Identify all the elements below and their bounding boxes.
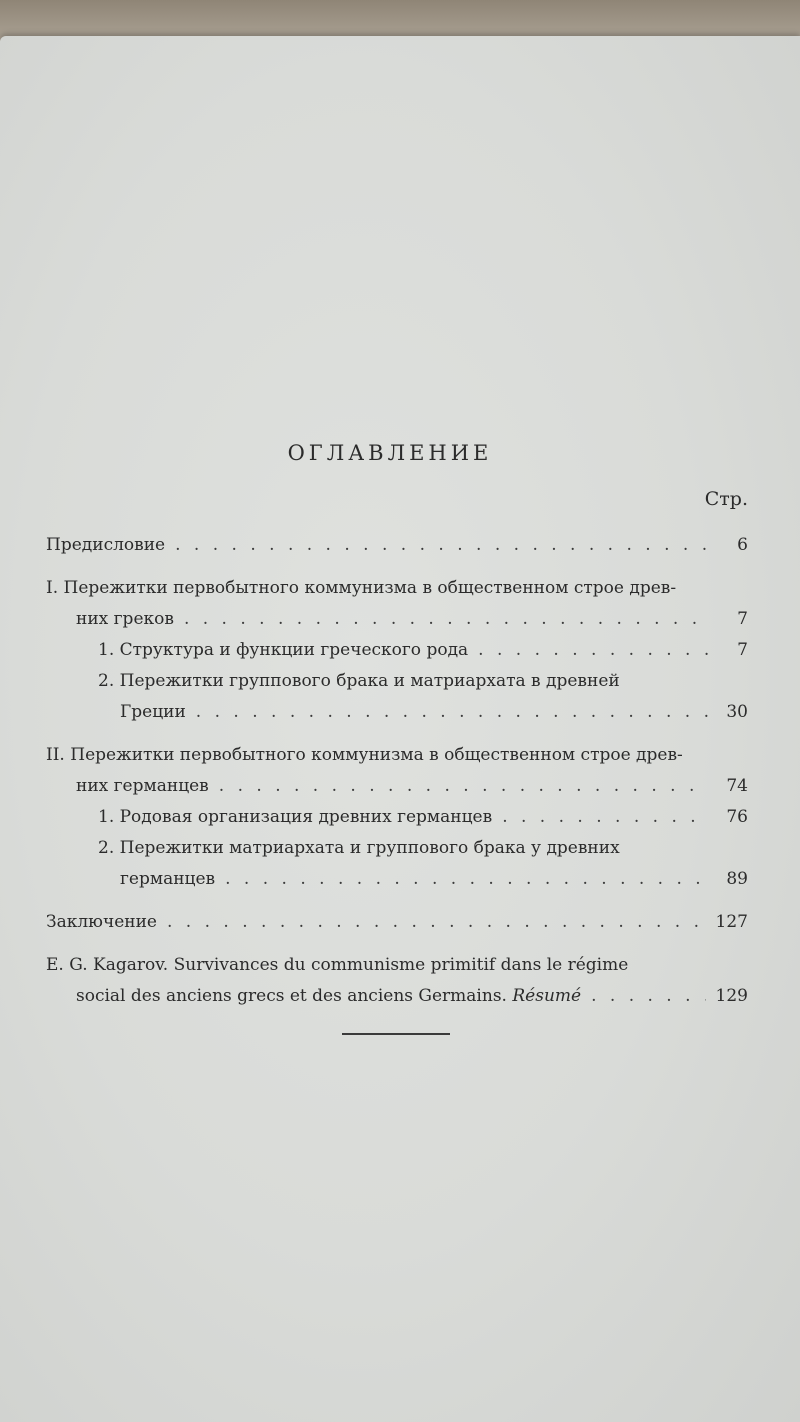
toc-entry-preface	[46, 530, 748, 561]
dot-leader	[225, 864, 708, 895]
toc-entry-title: 2. Пережитки матриархата и группового брака у древних	[98, 838, 620, 858]
toc-entry-title: 1. Родовая организация древних германцев	[98, 807, 493, 827]
table-of-contents	[46, 530, 748, 1012]
toc-entry-chapter1-line1	[46, 573, 748, 604]
toc-entry-title: E. G. Kagarov. Survivances du communisme primitif dans le régime	[46, 955, 629, 975]
toc-entry-title-cont: них германцев	[76, 776, 209, 796]
toc-entry-ch2-sec2-line1	[98, 833, 748, 864]
toc-entry-page: 7	[737, 640, 748, 660]
toc-entry-summary-line1	[46, 950, 748, 981]
toc-entry-title: 1. Структура и функции греческого рода	[98, 640, 469, 660]
page-title: ОГЛАВЛЕНИЕ	[287, 441, 493, 465]
toc-entry-chapter1-line2	[76, 604, 748, 635]
toc-entry-title-cont: social des anciens grecs et des anciens Germains.	[76, 986, 507, 1006]
toc-entry-title-cont: Греции	[120, 702, 186, 722]
dot-leader	[196, 697, 708, 728]
toc-entry-page: 7	[737, 609, 748, 629]
dot-leader	[175, 530, 708, 561]
toc-entry-title: Заключение	[46, 912, 157, 932]
toc-entry-page: 74	[726, 776, 748, 796]
toc-entry-ch1-sec1	[98, 635, 748, 666]
dot-leader	[502, 802, 708, 833]
toc-entry-ch1-sec2-line2	[120, 697, 748, 728]
page-column-label: Стр.	[704, 488, 748, 510]
toc-entry-chapter2-line2	[76, 771, 748, 802]
toc-entry-page: 76	[726, 807, 748, 827]
dot-leader	[478, 635, 708, 666]
toc-entry-title: II. Пережитки первобытного коммунизма в общественном строе древ-	[46, 745, 683, 765]
toc-entry-title: Предисловие	[46, 535, 166, 555]
dot-leader	[219, 771, 708, 802]
toc-entry-page: 129	[715, 986, 748, 1006]
toc-entry-page: 89	[726, 869, 748, 889]
toc-entry-ch1-sec2-line1	[98, 666, 748, 697]
dot-leader	[167, 907, 706, 938]
toc-entry-page: 127	[715, 912, 748, 932]
closing-rule	[342, 1033, 450, 1035]
toc-entry-title: 2. Пережитки группового брака и матриархата в древней	[98, 671, 620, 691]
toc-entry-summary-line2	[76, 981, 748, 1012]
toc-entry-title-cont: них греков	[76, 609, 174, 629]
dot-leader	[184, 604, 708, 635]
toc-entry-page: 6	[737, 535, 748, 555]
toc-entry-conclusion	[46, 907, 748, 938]
toc-entry-chapter2-line1	[46, 740, 748, 771]
dot-leader	[591, 981, 705, 1012]
toc-entry-ch2-sec1	[98, 802, 748, 833]
toc-entry-title-cont: германцев	[120, 869, 216, 889]
toc-entry-page: 30	[726, 702, 748, 722]
toc-entry-ch2-sec2-line2	[120, 864, 748, 895]
toc-entry-title-italic: Résumé	[512, 986, 582, 1006]
toc-entry-title: I. Пережитки первобытного коммунизма в общественном строе древ-	[46, 578, 677, 598]
